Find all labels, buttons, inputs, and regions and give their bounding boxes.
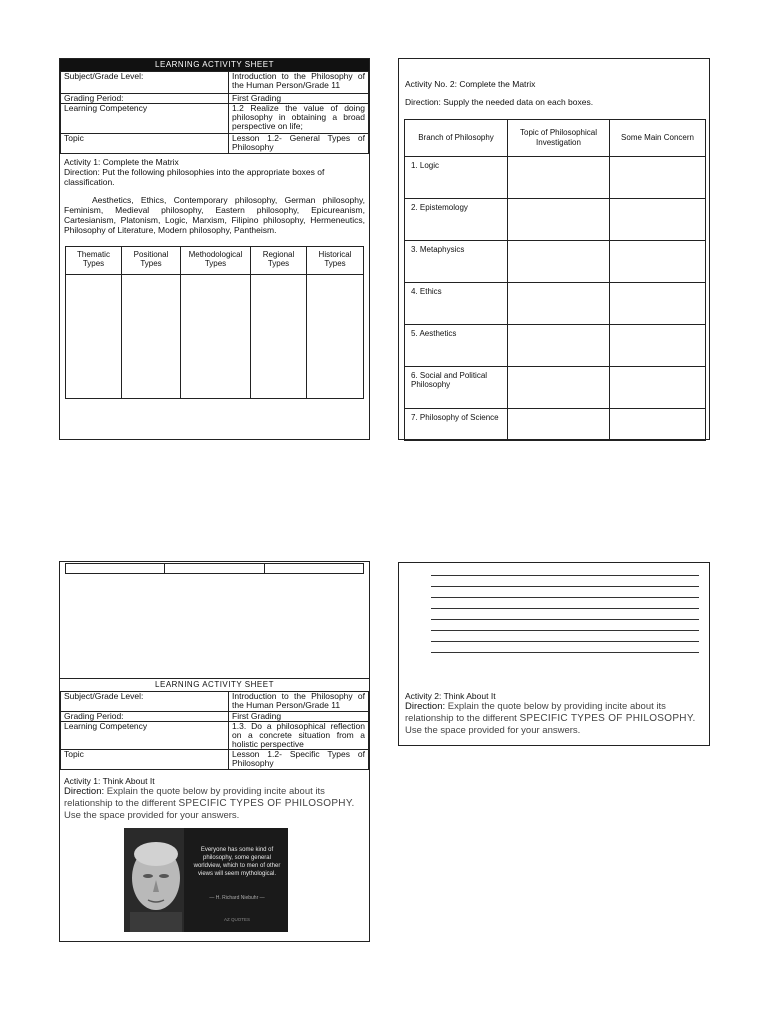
cell-methodological[interactable] xyxy=(181,275,251,399)
cell-topic[interactable] xyxy=(508,325,610,367)
header-concern: Some Main Concern xyxy=(610,120,706,157)
competency-label: Learning Competency xyxy=(61,104,229,134)
activity-sheet-4 xyxy=(398,562,710,746)
direction-label: Direction: xyxy=(405,701,446,712)
topic-label: Topic xyxy=(61,134,229,154)
grading-value: First Grading xyxy=(229,94,369,104)
direction-text: Explain the quote below by providing incite about its relationship to the different xyxy=(405,701,666,724)
competency-value: 1.2 Realize the value of doing philosophy in obtaining a broad perspective on life; xyxy=(229,104,369,134)
branch-social-political: 6. Social and Political Philosophy xyxy=(405,367,508,409)
grading-label: Grading Period: xyxy=(61,94,229,104)
activity-sheet-2 xyxy=(398,58,710,440)
branch-aesthetics: 5. Aesthetics xyxy=(405,325,508,367)
cell-concern[interactable] xyxy=(610,409,706,441)
classification-matrix xyxy=(65,246,364,399)
cell-topic[interactable] xyxy=(508,409,610,441)
activity-sheet-1 xyxy=(59,58,370,440)
branch-ethics: 4. Ethics xyxy=(405,283,508,325)
cell-positional[interactable] xyxy=(122,275,181,399)
direction-caps: SPECIFIC TYPES OF PHILOSOPHY. xyxy=(178,798,355,809)
topic-label: Topic xyxy=(61,750,229,770)
direction-caps: SPECIFIC TYPES OF PHILOSOPHY. xyxy=(519,713,696,724)
cell-regional[interactable] xyxy=(251,275,307,399)
direction-end: Use the space provided for your answers. xyxy=(64,810,240,821)
cell-concern[interactable] xyxy=(610,283,706,325)
cell-concern[interactable] xyxy=(610,241,706,283)
col-positional: Positional Types xyxy=(122,247,181,275)
col-thematic: Thematic Types xyxy=(66,247,122,275)
activity-title: Activity 1: Think About It xyxy=(64,776,155,786)
direction-text: Direction: Supply the needed data on each boxes. xyxy=(405,97,594,107)
direction-label: Direction: xyxy=(64,786,105,797)
grading-label: Grading Period: xyxy=(61,712,229,722)
subject-value: Introduction to the Philosophy of the Human Person/Grade 11 xyxy=(229,692,369,712)
direction-end: Use the space provided for your answers. xyxy=(405,725,581,736)
cell-concern[interactable] xyxy=(610,325,706,367)
direction-block xyxy=(64,786,365,822)
cell-topic[interactable] xyxy=(508,241,610,283)
activity-title: Activity 2: Think About It xyxy=(405,691,496,701)
grading-value: First Grading xyxy=(229,712,369,722)
cell-historical[interactable] xyxy=(307,275,364,399)
info-table xyxy=(60,71,369,154)
cell-thematic[interactable] xyxy=(66,275,122,399)
quote-image xyxy=(124,828,288,932)
direction-text: Direction: Put the following philosophies into the appropriate boxes of classification. xyxy=(64,167,325,187)
header-branch: Branch of Philosophy xyxy=(405,120,508,157)
cell-topic[interactable] xyxy=(508,367,610,409)
direction-block xyxy=(405,701,699,737)
continued-table-top xyxy=(65,563,364,574)
competency-value: 1.3. Do a philosophical reflection on a concrete situation from a holistic perspective xyxy=(229,722,369,750)
subject-label: Subject/Grade Level: xyxy=(61,692,229,712)
cell-topic[interactable] xyxy=(508,199,610,241)
subject-label: Subject/Grade Level: xyxy=(61,72,229,94)
quote-author: — H. Richard Niebuhr — xyxy=(209,895,265,901)
sheet-title: LEARNING ACTIVITY SHEET xyxy=(60,59,369,71)
sheet-title: LEARNING ACTIVITY SHEET xyxy=(60,678,369,691)
quote-brand: AZ QUOTES xyxy=(223,917,250,922)
branch-metaphysics: 3. Metaphysics xyxy=(405,241,508,283)
cell-concern[interactable] xyxy=(610,367,706,409)
info-table xyxy=(60,691,369,770)
topic-value: Lesson 1.2- Specific Types of Philosophy xyxy=(229,750,369,770)
cell-concern[interactable] xyxy=(610,157,706,199)
col-historical: Historical Types xyxy=(307,247,364,275)
activity-title: Activity No. 2: Complete the Matrix xyxy=(405,79,536,89)
answer-lines[interactable] xyxy=(431,565,699,653)
philosophy-list: Aesthetics, Ethics, Contemporary philosophy, German philosophy, Feminism, Medieval philosophy, Eastern philosophy, Epicureanism, Cartesianism, Platonism, Logic, Marxism, Filipino philosophy, Hermeneutics, Philosophy of Literature, Modern philosophy, Pantheism. xyxy=(64,195,365,235)
topic-value: Lesson 1.2- General Types of Philosophy xyxy=(229,134,369,154)
branch-philosophy-of-science: 7. Philosophy of Science xyxy=(405,409,508,441)
activity-title: Activity 1: Complete the Matrix xyxy=(64,157,179,167)
header-topic: Topic of Philosophical Investigation xyxy=(508,120,610,157)
activity-sheet-3 xyxy=(59,561,370,942)
branch-matrix xyxy=(404,119,706,441)
cell-concern[interactable] xyxy=(610,199,706,241)
col-regional: Regional Types xyxy=(251,247,307,275)
branch-epistemology: 2. Epistemology xyxy=(405,199,508,241)
quote-text: Everyone has some kind of philosophy, some general worldview, which to men of other views will seem mythological. xyxy=(193,847,281,877)
competency-label: Learning Competency xyxy=(61,722,229,750)
cell-topic[interactable] xyxy=(508,283,610,325)
cell-topic[interactable] xyxy=(508,157,610,199)
portrait-icon xyxy=(124,828,184,932)
col-methodological: Methodological Types xyxy=(181,247,251,275)
subject-value: Introduction to the Philosophy of the Human Person/Grade 11 xyxy=(229,72,369,94)
branch-logic: 1. Logic xyxy=(405,157,508,199)
direction-text: Explain the quote below by providing incite about its relationship to the different xyxy=(64,786,325,809)
